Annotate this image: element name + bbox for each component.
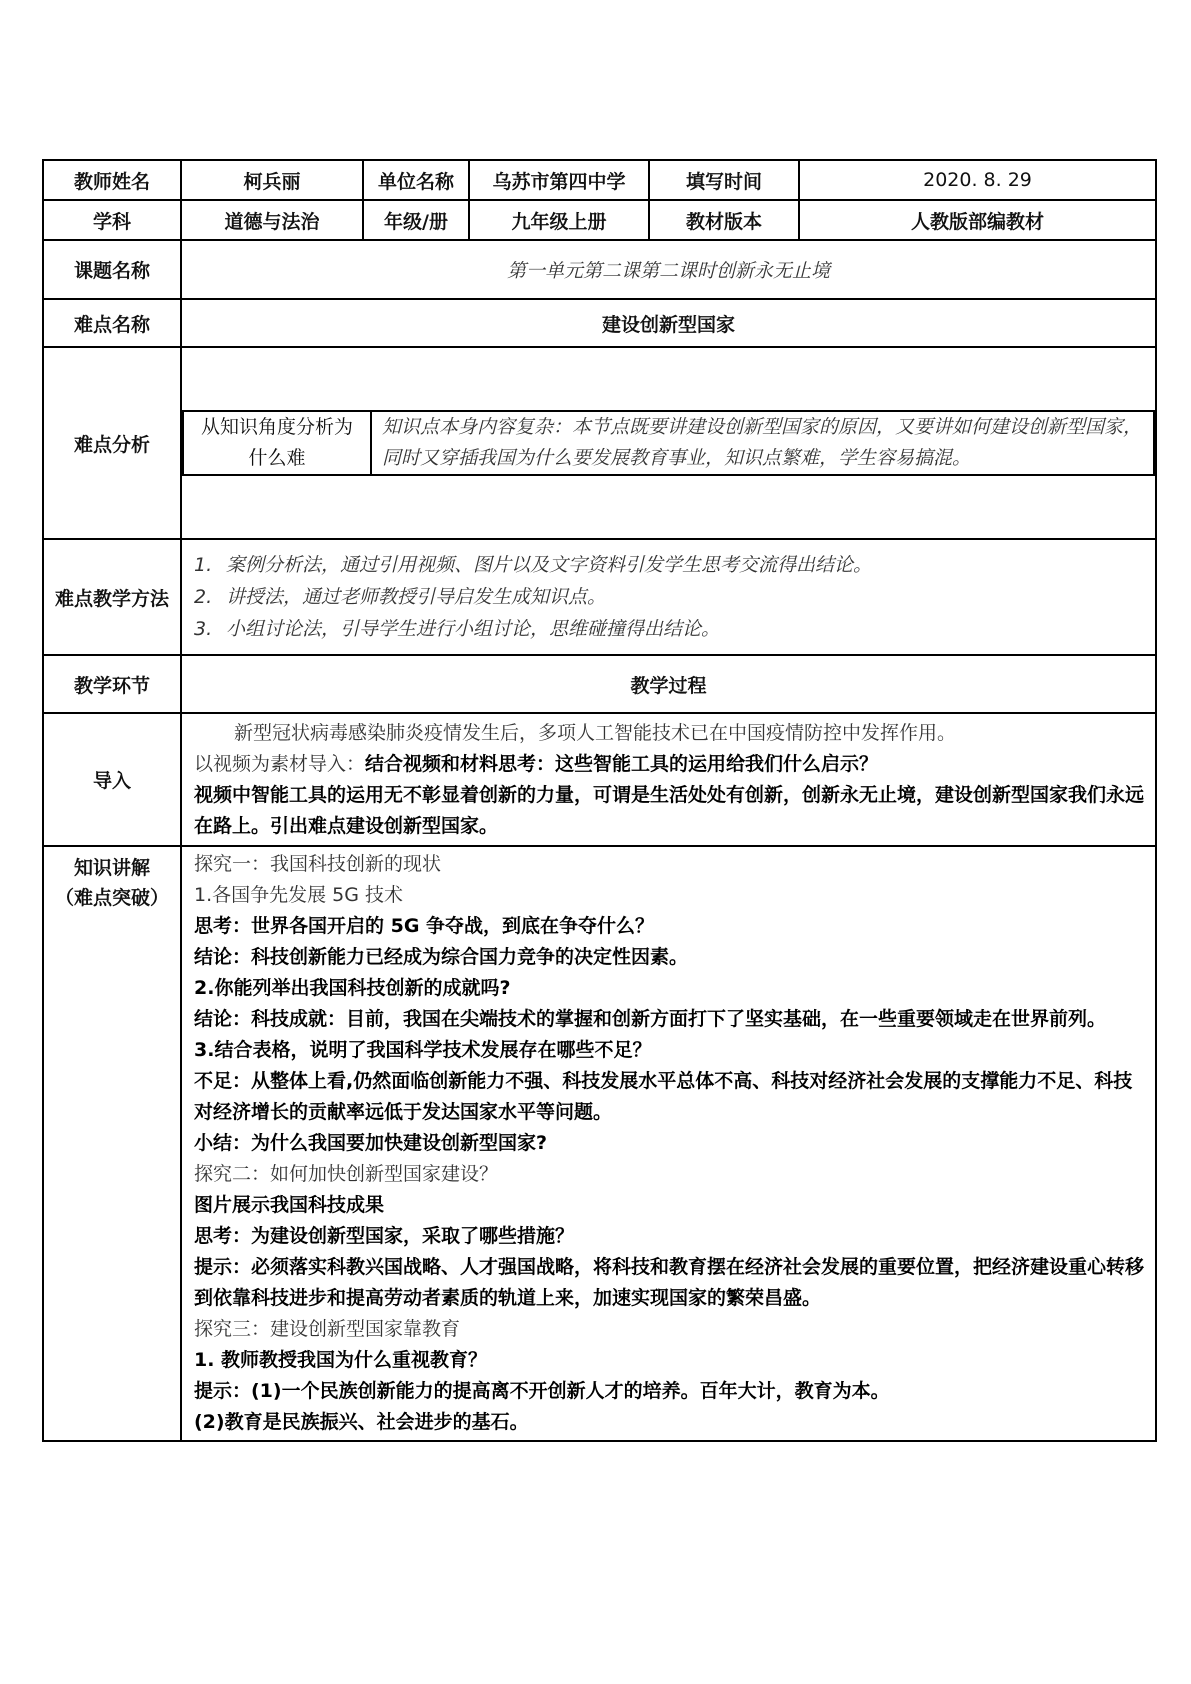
analysis-cell xyxy=(181,347,1156,539)
knowledge-cell xyxy=(181,846,1156,1441)
topic-label: 课题名称 xyxy=(43,240,181,299)
subject-value: 道德与法治 xyxy=(181,200,363,240)
method-item-3: 3. 小组讨论法，引导学生进行小组讨论，思维碰撞得出结论。 xyxy=(194,618,721,640)
unit-label: 单位名称 xyxy=(363,160,469,200)
methods-row xyxy=(43,539,1156,655)
knowledge-line: 探究二：如何加快创新型国家建设？ xyxy=(194,1163,499,1185)
knowledge-line: 思考：世界各国开启的 5G 争夺战，到底在争夺什么？ xyxy=(194,915,655,937)
methods-cell xyxy=(181,539,1156,655)
intro-cell xyxy=(181,713,1156,846)
knowledge-row xyxy=(43,846,1156,1441)
edition-value: 人教版部编教材 xyxy=(799,200,1156,240)
analysis-sub-label: 从知识角度分析为什么难 xyxy=(183,411,371,475)
knowledge-line: 结论：科技成就：目前，我国在尖端技术的掌握和创新方面打下了坚实基础，在一些重要领域走在世界前列。 xyxy=(194,1008,1107,1030)
knowledge-line: 结论：科技创新能力已经成为综合国力竞争的决定性因素。 xyxy=(194,946,689,968)
knowledge-line: 提示：(1)一个民族创新能力的提高离不开创新人才的培养。百年大计，教育为本。 xyxy=(194,1380,890,1402)
knowledge-line: (2)教育是民族振兴、社会进步的基石。 xyxy=(194,1411,529,1433)
knowledge-line: 探究一：我国科技创新的现状 xyxy=(194,853,442,875)
analysis-row xyxy=(43,347,1156,539)
knowledge-line: 提示：必须落实科教兴国战略、人才强国战略，将科技和教育摆在经济社会发展的重要位置，把经济建设重心转移到依靠科技进步和提高劳动者素质的轨道上来，加速实现国家的繁荣昌盛。 xyxy=(194,1256,1145,1309)
difficulty-value: 建设创新型国家 xyxy=(181,299,1156,347)
process-header-row xyxy=(43,655,1156,713)
intro-line-3: 视频中智能工具的运用无不彰显着创新的力量，可谓是生活处处有创新，创新永无止境，建设创新型国家我们永远在路上。引出难点建设创新型国家。 xyxy=(194,783,1145,837)
topic-value: 第一单元第二课第二课时创新永无止境 xyxy=(181,240,1156,299)
knowledge-line: 小结：为什么我国要加快建设创新型国家? xyxy=(194,1132,548,1154)
methods-list xyxy=(182,549,1155,645)
difficulty-label: 难点名称 xyxy=(43,299,181,347)
intro-line-1: 新型冠状病毒感染肺炎疫情发生后，多项人工智能技术已在中国疫情防控中发挥作用。 xyxy=(234,721,957,744)
date-value: 2020. 8. 29 xyxy=(799,160,1156,200)
method-item-2: 2. 讲授法，通过老师教授引导启发生成知识点。 xyxy=(194,586,607,608)
intro-row xyxy=(43,713,1156,846)
edition-label: 教材版本 xyxy=(649,200,799,240)
intro-line-2: 以视频为素材导入：结合视频和材料思考：这些智能工具的运用给我们什么启示？ xyxy=(194,752,879,775)
grade-value: 九年级上册 xyxy=(469,200,649,240)
analysis-text: 知识点本身内容复杂：本节点既要讲建设创新型国家的原因，又要讲如何建设创新型国家，同时又穿插我国为什么要发展教育事业，知识点繁难，学生容易搞混。 xyxy=(371,411,1154,475)
date-label: 填写时间 xyxy=(649,160,799,200)
grade-label: 年级/册 xyxy=(363,200,469,240)
difficulty-row xyxy=(43,299,1156,347)
method-item-1: 1. 案例分析法，通过引用视频、图片以及文字资料引发学生思考交流得出结论。 xyxy=(194,554,873,576)
knowledge-line: 2.你能列举出我国科技创新的成就吗? xyxy=(194,977,511,999)
process-left-header: 教学环节 xyxy=(43,655,181,713)
knowledge-line: 图片展示我国科技成果 xyxy=(194,1194,385,1216)
knowledge-content xyxy=(194,849,1147,1438)
intro-label: 导入 xyxy=(43,713,181,846)
knowledge-line: 思考：为建设创新型国家，采取了哪些措施？ xyxy=(194,1225,575,1247)
process-right-header: 教学过程 xyxy=(181,655,1156,713)
knowledge-line: 3.结合表格，说明了我国科学技术发展存在哪些不足？ xyxy=(194,1039,652,1061)
teacher-label: 教师姓名 xyxy=(43,160,181,200)
knowledge-line: 不足：从整体上看,仍然面临创新能力不强、科技发展水平总体不高、科技对经济社会发展的支撑能力不足、科技对经济增长的贡献率远低于发达国家水平等问题。 xyxy=(194,1070,1133,1123)
knowledge-line: 1.各国争先发展 5G 技术 xyxy=(194,884,404,906)
subject-label: 学科 xyxy=(43,200,181,240)
analysis-subtable xyxy=(182,410,1155,476)
analysis-label: 难点分析 xyxy=(43,347,181,539)
knowledge-line: 探究三：建设创新型国家靠教育 xyxy=(194,1318,461,1340)
header-row-2 xyxy=(43,200,1156,240)
lesson-plan-form xyxy=(42,159,1155,1527)
knowledge-label: 知识讲解 （难点突破） xyxy=(43,846,181,1441)
topic-row xyxy=(43,240,1156,299)
methods-label: 难点教学方法 xyxy=(43,539,181,655)
teacher-value: 柯兵丽 xyxy=(181,160,363,200)
unit-value: 乌苏市第四中学 xyxy=(469,160,649,200)
lesson-plan-table xyxy=(42,159,1157,1442)
knowledge-line: 1. 教师教授我国为什么重视教育？ xyxy=(194,1349,488,1371)
header-row-1 xyxy=(43,160,1156,200)
